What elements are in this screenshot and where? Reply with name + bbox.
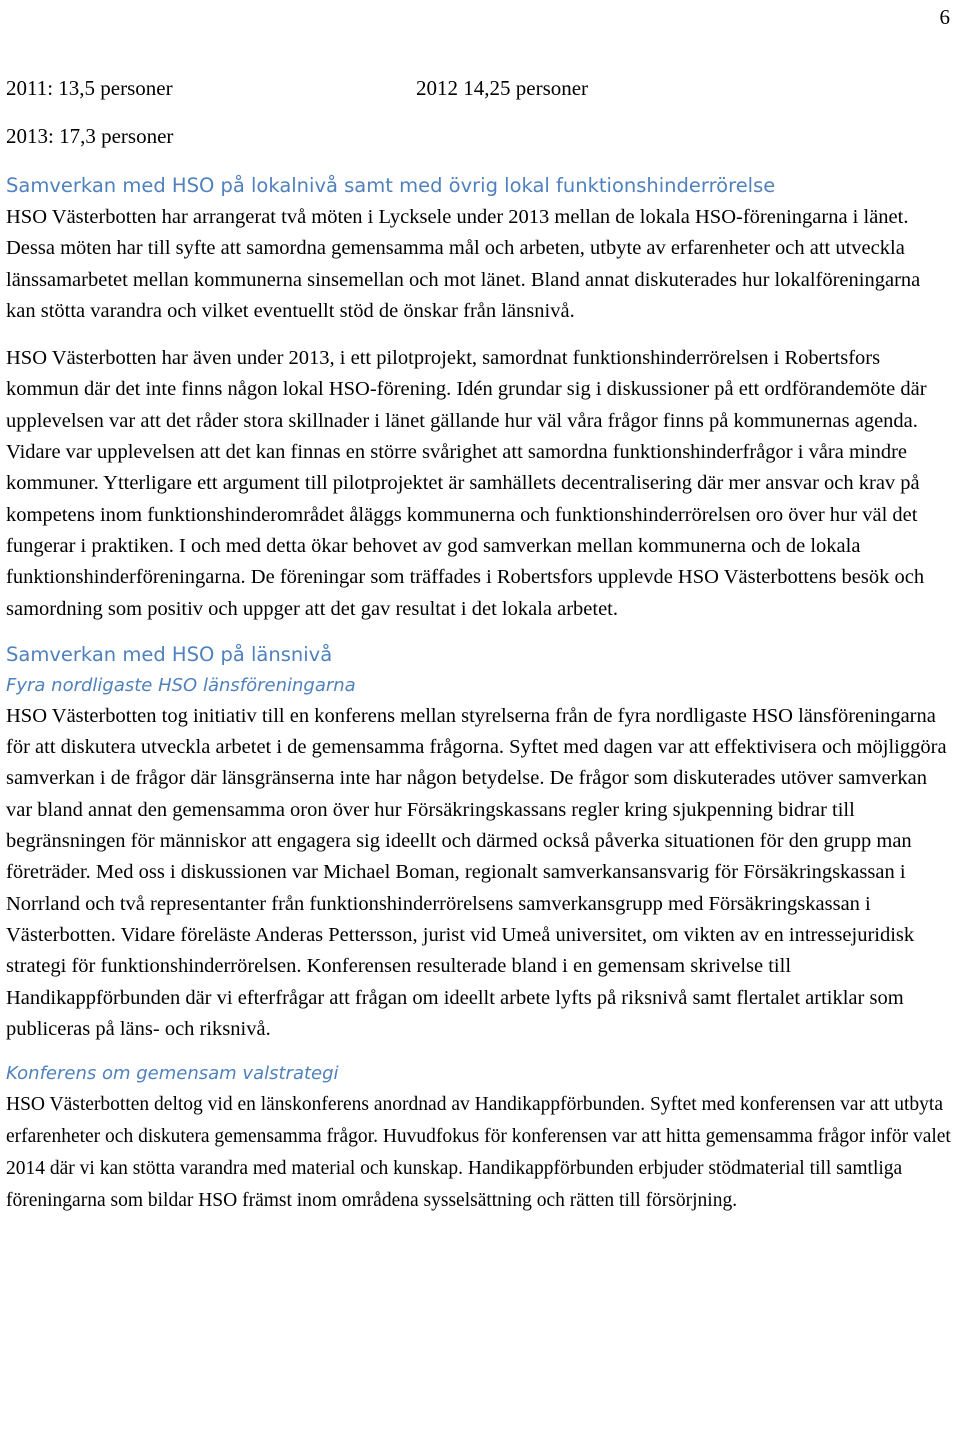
paragraph-robertsfors-pilot: HSO Västerbotten har även under 2013, i ett pilotprojekt, samordnat funktionshinderrörelsen i Robertsfors kommun där det inte finns någon lokal HSO-förening. Idén grundar sig i diskussioner på ett ordförandemöte där upplevelsen var att det råder stora skillnader i länet gällande hur väl våra frågor finns på kommunernas agenda. Vidare var upplevelsen att det kan finnas en större svårighet att samordna funktionshinderfrågor i våra mindre kommuner. Ytterligare ett argument till pilotprojektet är samhällets decentralisering där mer ansvar och krav på kompetens inom funktionshinderområdet åläggs kommunerna och funktionshinderrörelsen oro över hur väl det fungerar i praktiken. I och med detta ökar behovet av god samverkan mellan kommunerna och de lokala funktionshinderföreningarna. De föreningar som träffades i Robertsfors upplevde HSO Västerbottens besök och samordning som positiv och uppger att det gav resultat i det lokala arbetet. [6, 347, 927, 620]
paragraph-election-conference: HSO Västerbotten deltog vid en länskonferens anordnad av Handikappförbunden. Syftet med konferensen var att utbyta erfarenheter och diskutera gemensamma frågor. Huvudfokus för konferensen var att hitta gemensamma frågor inför valet 2014 där vi kan stötta varandra med material och kunskap. Handikappförbunden erbjuder stödmaterial till samtliga föreningarna som bildar HSO främst inom områdena sysselsättning och rätten till försörjning. [6, 1094, 951, 1211]
paragraph-local-meetings: HSO Västerbotten har arrangerat två möten i Lycksele under 2013 mellan de lokala HSO-föreningarna i länet. Dessa möten har till syfte att samordna gemensamma mål och arbeten, utbyte av erfarenheter och att utveckla länssamarbetet mellan kommunerna sinsemellan och mot länet. Bland annat diskuterades hur lokalföreningarna kan stötta varandra och vilket eventuellt stöd de önskar från länsnivå. [6, 206, 921, 322]
document-body [6, 170, 951, 1216]
heading-county-cooperation: Samverkan med HSO på länsnivå [6, 642, 333, 666]
stats-row-2011-2012 [6, 72, 946, 104]
subheading-northern-associations: Fyra nordligaste HSO länsföreningarna [6, 674, 356, 696]
stats-row-2013 [6, 120, 946, 152]
page-number: 6 [939, 5, 950, 29]
heading-local-cooperation: Samverkan med HSO på lokalnivå samt med övrig lokal funktionshinderrörelse [6, 174, 776, 197]
subheading-election-strategy: Konferens om gemensam valstrategi [6, 1063, 339, 1085]
stat-2011: 2011: 13,5 personer [6, 76, 173, 100]
participant-stats [6, 72, 946, 152]
stat-2013: 2013: 17,3 personer [6, 124, 174, 148]
paragraph-northern-conference: HSO Västerbotten tog initiativ till en konferens mellan styrelserna från de fyra nordligaste HSO länsföreningarna för att diskutera utveckla arbetet i de gemensamma frågorna. Syftet med dagen var att effektivisera och möjliggöra samverkan i de frågor där länsgränserna inte har någon betydelse. De frågor som diskuterades utöver samverkan var bland annat den gemensamma oron över hur Försäkringskassans regler kring sjukpenning bidrar till begränsningen för människor att engagera sig ideellt och därmed också påverka situationen för den grupp man företräder. Med oss i diskussionen var Michael Boman, regionalt samverkansansvarig för Försäkringskassan i Norrland och två representanter från funktionshinderrörelsens samverkansgrupp med Försäkringskassan i Västerbotten. Vidare föreläste Anderas Pettersson, jurist vid Umeå universitet, om vikten av en intressejuridisk strategi för funktionshinderrörelsen. Konferensen resulterade bland i en gemensam skrivelse till Handikappförbunden där vi efterfrågar att frågan om ideellt arbete lyfts på riksnivå samt flertalet artiklar som publiceras på läns- och riksnivå. [6, 704, 947, 1040]
stat-2012: 2012 14,25 personer [416, 76, 589, 100]
